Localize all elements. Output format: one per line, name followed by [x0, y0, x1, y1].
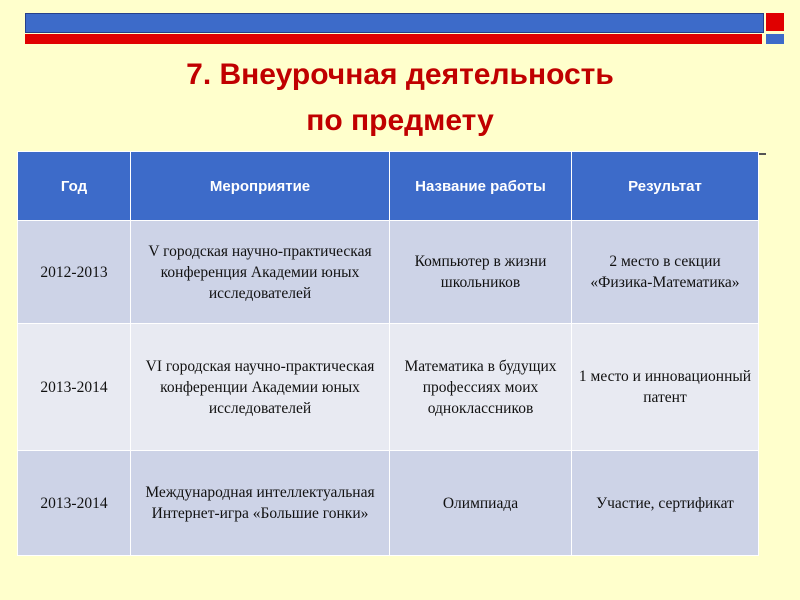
- cell-work-title: Математика в будущих профессиях моих одноклассников: [390, 324, 572, 451]
- cell-event: V городская научно-практическая конференция Академии юных исследователей: [131, 221, 390, 324]
- top-blue-bar: [25, 13, 764, 33]
- top-blue-square: [766, 34, 784, 44]
- header-event: Мероприятие: [131, 152, 390, 221]
- cell-work-title: Компьютер в жизни школьников: [390, 221, 572, 324]
- cell-work-title: Олимпиада: [390, 451, 572, 556]
- header-year: Год: [18, 152, 131, 221]
- header-work-title: Название работы: [390, 152, 572, 221]
- cell-year: 2012-2013: [18, 221, 131, 324]
- cell-event: Международная интеллектуальная Интернет-игра «Большие гонки»: [131, 451, 390, 556]
- top-red-bar: [25, 34, 762, 44]
- table-row: [18, 451, 759, 556]
- cell-result: Участие, сертификат: [572, 451, 759, 556]
- cell-result: 2 место в секции «Физика-Математика»: [572, 221, 759, 324]
- activities-table: [17, 151, 759, 556]
- cell-year: 2013-2014: [18, 324, 131, 451]
- table-row: [18, 221, 759, 324]
- cell-result: 1 место и инновационный патент: [572, 324, 759, 451]
- top-red-square: [766, 13, 784, 31]
- table-row: [18, 324, 759, 451]
- title-line-1: 7. Внеурочная деятельность: [186, 58, 614, 91]
- title-line-2: по предмету: [306, 104, 494, 137]
- cell-year: 2013-2014: [18, 451, 131, 556]
- table-header-row: [18, 152, 759, 221]
- slide-title: [100, 52, 700, 144]
- header-result: Результат: [572, 152, 759, 221]
- cell-event: VI городская научно-практическая конференции Академии юных исследователей: [131, 324, 390, 451]
